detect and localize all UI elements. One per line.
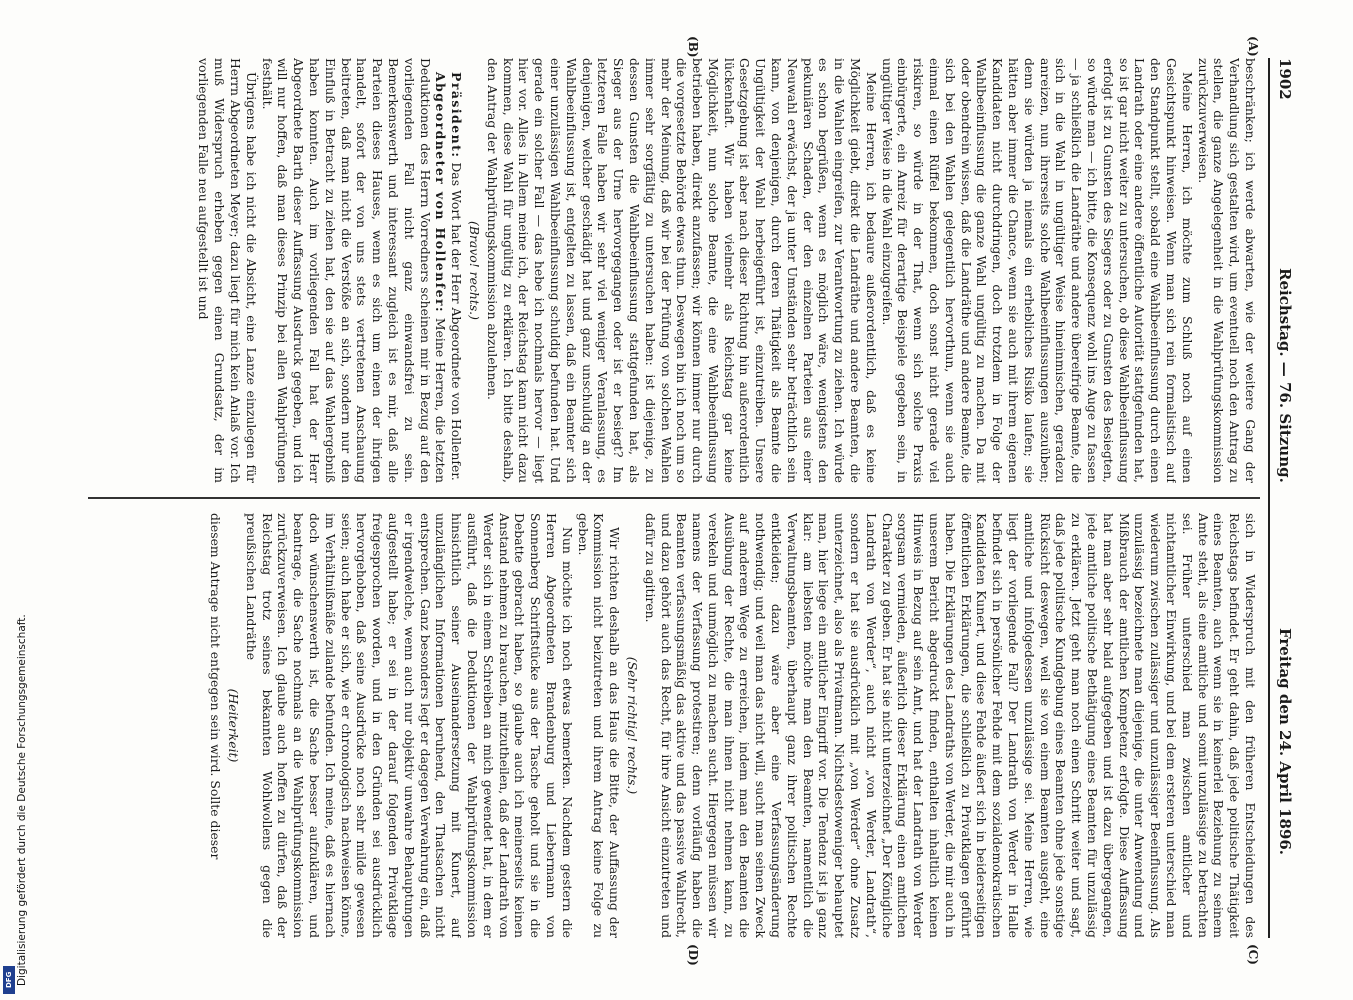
paragraph: beschränken; ich werde abwarten, wie der weitere Gang der Verhandlung sich gestalten wird, um eventuell noch den Antrag zu stellen, die ganze Angelegenheit in die Wahlprüfungskommission zurückzuverweisen. (1195, 58, 1258, 483)
paragraph: Wir richten deshalb an das Haus die Bitte, der Auffassung der Kommission nicht beizutreten und ihrem Antrag keine Folge zu geben. (575, 513, 623, 938)
interjection: (Bravo! rechts.) (466, 221, 482, 320)
header-rule (1268, 58, 1270, 938)
session-date: Freitag den 24. April 1896. (1276, 628, 1294, 855)
interjection: (Heiterkeit) (226, 688, 241, 763)
margin-mark-a: (A) (1246, 36, 1260, 57)
session-title: Reichstag. — 76. Sitzung. (1276, 268, 1294, 483)
paragraph: Nun möchte ich noch etwas bemerken. Nachdem gestern die Herren Abgeordneten Brandenburg und Liebermann von Sonnenberg Schriftstücke aus der Tasche geholt und sie in die Debatte gebracht haben, so glaube auch ich meinerseits keinen Anstand nehmen zu brauchen, mitzutheilen, daß der Landrath von Werder sich in einem Schreiben an mich gewendet hat, in dem er ausführt, daß die Deduktionen der Wahlprüfungskommission hinsichtlich seiner Auseinandersetzung mit Kunert, auf unzulänglichen Informationen beruhend, den Thatsachen nicht entsprechen. Ganz besonders legt er dagegen Verwahrung ein, daß er irgendwelche, wenn auch nur objektiv unwahre Behauptungen aufgestellt habe; er sei in der darauf folgenden Privatklage freigesprochen worden, und in den Gründen sei ausdrücklich hervorgehoben, daß seine Ausdrücke noch sehr milde gewesen seien; auch habe er sich, wie er chronologisch nachweisen könne, im Verhältnißmäße zulande befunden. Ich meine, daß es hiernach doch wünschenswerth ist, die Sache besser aufzuklären, und beantrage, die Sache nochmals an die Wahlprüfungskommission zurückzuverweisen. Ich glaube auch hoffen zu dürfen, daß der Reichstag trotz seines bekannten Wohlwollens gegen die preußischen Landräthe (243, 513, 575, 938)
speaker-paragraph (259, 58, 449, 483)
speaker-paragraph (448, 58, 464, 483)
paragraph: sich in Widerspruch mit den früheren Entscheidungen des Reichstags befindet. Er geht dahin, daß jede politische Thätigkeit eines Beamten, auch wenn sie in keinerlei Beziehung zu seinem Amte steht, als eine amtliche und somit unzulässige zu betrachten sei. Früher unterschied man zwischen amtlicher und nichtamtlicher Einwirkung, und bei dem ersteren unterschied man wiederum zwischen zulässiger und unzulässiger Beeinflussung. Als unzulässig bezeichnete man diejenige, die unter Anwendung und Mißbrauch der amtlichen Kompetenz erfolgte. Diese Auffassung hat man aber sehr bald aufgegeben und ist dazu übergegangen, jede amtliche politische Bethätigung eines Beamten für unzulässig zu erklären. Jetzt geht man noch einen Schritt weiter und sagt, daß jede politische Kundgebung eines Beamten ohne jede sonstige Rücksicht deswegen, weil sie von einem Beamten ausgeht, eine amtliche und infolgedessen unzulässige sei. Meine Herren, wie liegt der vorliegende Fall? Der Landrath von Werder in Halle befindet sich in persönlicher Fehde mit dem sozialdemokratischen Kandidaten Kunert, und diese Fehde äußert sich in beiderseitigen öffentlichen Erklärungen, die schließlich zu Privatklagen geführt haben. Die Erklärungen des Landraths von Werder, die mir auch in unserem Bericht abgedruckt finden, enthalten inhaltlich keinen Hinweis in Bezug auf sein Amt, und hat der Landrath von Werder sorgsam vermieden, äußerlich dieser Erklärung einen amtlichen Charakter zu geben. Er hat sie nicht unterzeichnet „Der Königliche Landrath von Werder“, auch nicht „von Werder, Landrath“, sondern er hat sie ausdrücklich mit „von Werder“ ohne Zusatz unterzeichnet, also als Privatmann. Nichtsdestoweniger behauptet man, hier liege ein amtlicher Eingriff vor. Die Tendenz ist ja ganz klar: am liebsten möchte man den Beamten, namentlich die Verwaltungsbeamten, überhaupt ganz ihrer politischen Rechte entkleiden; dazu wäre aber eine Verfassungsänderung nothwendig; und weil man das nicht will, sucht man seinen Zweck auf anderem Wege zu erreichen, indem man den Beamten die Ausübung der Rechte, die man ihnen nicht nehmen kann, zu verekeln und unmöglich zu machen sucht. Hiergegen müssen wir namens der Verfassung protestiren; denn vorläufig haben die Beamten verfassungsmäßig das aktive und das passive Wahlrecht, und dazu gehört auch das Recht, für ihre Ansicht einzutreten und dafür zu agitiren. (642, 513, 1258, 938)
digitization-credit: Digitalisierung gefördert durch die Deutsche Forschungsgemeinschaft. (16, 614, 28, 986)
paragraph: diesem Antrage nicht entgegen sein wird. Sollte dieser (208, 513, 224, 860)
running-header (1270, 58, 1300, 938)
interjection: (Sehr richtig! rechts.) (624, 656, 640, 795)
page-number: 1902 (1276, 58, 1294, 100)
column-divider (88, 497, 1260, 499)
right-column (88, 513, 1258, 938)
speech-text: Das Wort hat der Herr Abgeordnete von Hollenfer. (449, 162, 465, 481)
paragraph: Meine Herren, ich bedaure außerordentlich, daß es keine Möglichkeit giebt, direkt die Landräthe und andere Beamten, die in die Wahlen eingreifen, zur Verantwortung zu ziehen. Ich würde es schon begrüßen, wenn es möglich wäre, wenigstens den pekuniären Schaden, der den einzelnen Parteien aus einer Neuwahl erwächst, der ja unter Umständen sehr beträchtlich sein kann, von denjenigen, durch deren Thätigkeit als Beamte die Ungültigkeit der Wahl herbeigeführt ist, einzutreiben. Unsere Gesetzgebung ist aber nach dieser Richtung hin außerordentlich lückenhaft. Wir haben vielmehr als Reichstag gar keine Möglichkeit, nun solche Beamte, die eine Wahlbeeinflussung betrieben haben, direkt anzufassen; wir können immer nur durch die vorgesetzte Behörde etwas thun. Deswegen bin ich noch um so mehr der Meinung, daß wir bei der Prüfung von solchen Wahlen immer sehr sorgfältig zu untersuchen haben: ist diejenige, zu dessen Gunsten die Wahlbeeinflussung stattgefunden hat, als Sieger aus der Urne hervorgegangen oder ist er besiegt? Im letzteren Falle haben wir sehr viel weniger Veranlassung, es denjenigen, welcher geschädigt hat und ganz unschuldig an der Wahlbeeinflussung ist, entgelten zu lassen, daß ein Beamter sich einer unzulässigen Wahlbeeinflussung schuldig befunden hat. Und gerade ein solcher Fall — das hebe ich nochmals hervor — liegt hier vor. Alles in Allem meine ich, der Reichstag kann nicht dazu kommen, diese Wahl für ungültig zu erklären. Ich bitte deshalb, den Antrag der Wahlprüfungskommission abzulehnen. (484, 58, 879, 483)
margin-mark-d: (D) (686, 944, 700, 966)
paragraph: Meine Herren, ich möchte zum Schluß noch auf einen Gesichtspunkt hinweisen. Wenn man sich rein formalistisch auf den Standpunkt stellt, sobald eine Wahlbeeinflussung durch einen Landrath oder eine andere öffentliche Autorität stattgefunden hat, so ist gar nicht weiter zu untersuchen, ob diese Wahlbeeinflussung erfolgt ist zu Gunsten des Siegers oder zu Gunsten des Besiegten, so würde man — ich bitte, die Konsequenz wohl ins Auge zu fassen — ja schließlich die Landräthe und andere übereifrige Beamte, die sich in die Wahl in ungültiger Weise hineinmischen, geradezu anreizen, nun ihrerseits solche Wahlbeeinflussungen auszuüben; denn sie würden ja niemals ein erhebliches Risiko laufen; sie hätten aber immer die Chance, wenn sie auch mit ihrem eigenen Kandidaten nicht durchdringen, doch trotzdem in Folge der Wahlbeeinflussung die ganze Wahl ungültig zu machen. Da mit oder obendrein wissen, daß die Landräthe und andere Beamte, die sich bei den Wahlen gelegentlich hervorthun, wenn sie auch einmal einen Rüffel bekommen, doch sonst nicht gerade viel riskiren, so würde in der That, wenn sich solche Praxis einbürgerte, ein Anreiz für derartige Beispiele gegeben sein, in ungültiger Weise in die Wahl einzugreifen. (879, 58, 1195, 483)
rotated-document-page (75, 36, 1300, 966)
paragraph: Übrigens habe ich nicht die Absicht, eine Lanze einzulegen für Herrn Abgeordneten Meyer; dazu liegt für mich kein Anlaß vor. Ich muß Widerspruch erheben gegen einen Grundsatz, der im vorliegenden Falle neu aufgestellt ist und (196, 58, 259, 483)
left-column (88, 58, 1258, 483)
speech-text: Meine Herren, die letzten Deduktionen des Herrn Vorredners scheinen mir in Bezug auf den vorliegenden Fall nicht ganz einwandsfrei zu sein. Bemerkenswerth und interessant zugleich ist es mir, daß alle Parteien dieses Hauses, wenn es sich um einen der ihrigen handelt, sofort der von uns stets vertretenen Anschauung beitreten, daß man nicht die Verstöße an sich, sondern nur den Einfluß in Betracht zu ziehen hat, den sie auf das Wahlergebniß haben konnten. Auch im vorliegenden Fall hat der Herr Abgeordnete Barth dieser Auffassung Ausdruck gegeben, und ich will nur hoffen, daß man dieses Prinzip bei allen Wahlprüfungen festhält. (259, 58, 449, 483)
margin-mark-b: (B) (686, 36, 700, 58)
dfg-logo: DFG (3, 966, 15, 994)
speaker-name: Abgeordneter von Hollenfer: (433, 72, 449, 314)
margin-mark-c: (C) (1246, 944, 1260, 965)
speaker-name: Präsident: (449, 72, 465, 159)
